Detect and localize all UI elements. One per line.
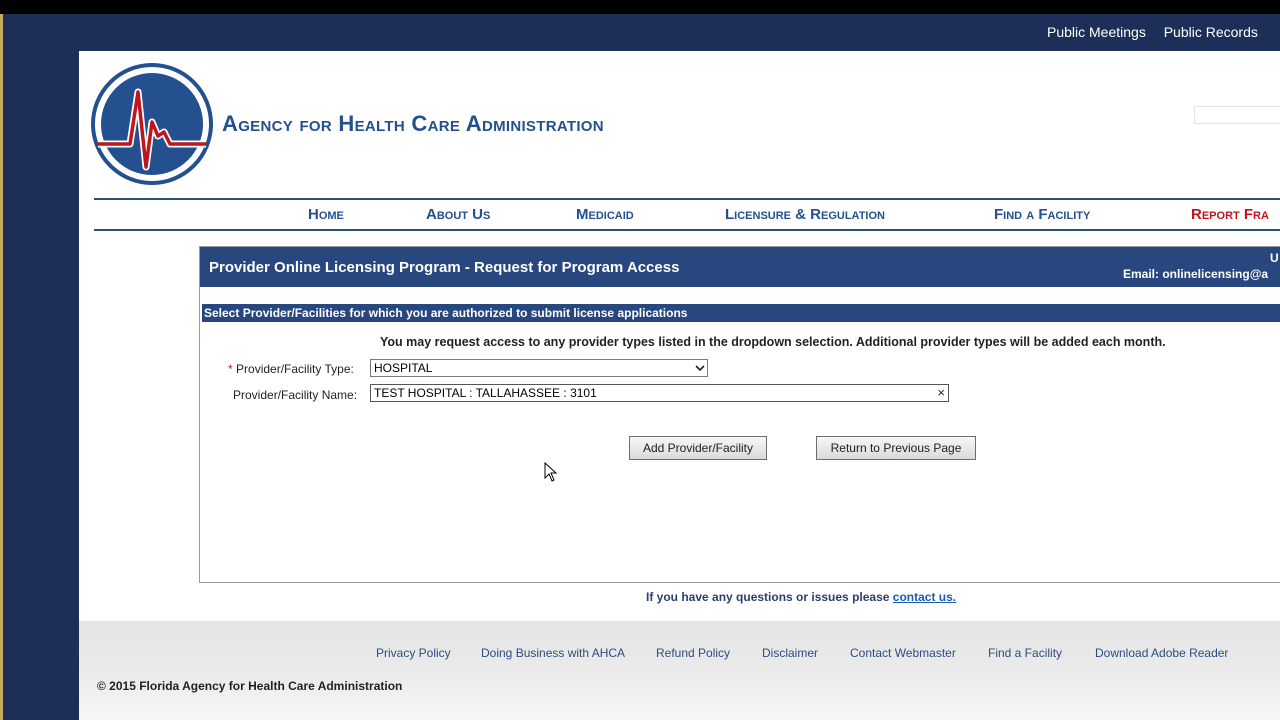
footer-link-refund-policy[interactable]: Refund Policy: [656, 646, 731, 660]
nav-divider-top: [94, 198, 1280, 200]
footer-link-find-facility[interactable]: Find a Facility: [988, 646, 1063, 660]
header-user-info: U: [1270, 251, 1279, 265]
panel-title: Provider Online Licensing Program - Request for Program Access: [209, 259, 680, 276]
provider-type-label: [228, 362, 354, 376]
mouse-cursor-icon: [544, 462, 558, 484]
top-link-public-meetings[interactable]: Public Meetings: [1047, 24, 1146, 40]
top-link-public-records[interactable]: Public Records: [1163, 24, 1258, 40]
nav-medicaid[interactable]: Medicaid: [576, 206, 634, 223]
add-provider-button[interactable]: Add Provider/Facility: [629, 436, 767, 460]
nav-divider-bottom: [94, 229, 1280, 231]
footer-link-doing-business[interactable]: Doing Business with AHCA: [481, 646, 626, 660]
screen-top-bar: [0, 0, 1280, 14]
footer-link-privacy-policy[interactable]: Privacy Policy: [376, 646, 451, 660]
provider-type-select[interactable]: [370, 359, 708, 377]
panel-subheader: Select Provider/Facilities for which you are authorized to submit license applications: [202, 304, 1280, 322]
contact-text: If you have any questions or issues please: [646, 590, 890, 604]
site-search-input[interactable]: [1194, 106, 1280, 124]
footer-link-disclaimer[interactable]: Disclaimer: [762, 646, 819, 660]
provider-name-label: Provider/Facility Name:: [233, 388, 358, 402]
contact-line: [646, 590, 956, 604]
footer-link-contact-webmaster[interactable]: Contact Webmaster: [850, 646, 956, 660]
provider-name-field[interactable]: [370, 384, 949, 402]
nav-report-fraud[interactable]: Report Fra: [1191, 206, 1269, 223]
provider-name-value: TEST HOSPITAL : TALLAHASSEE : 3101: [374, 386, 597, 400]
panel-header: [200, 247, 1280, 287]
nav-find-a-facility[interactable]: Find a Facility: [994, 206, 1091, 223]
return-previous-button[interactable]: Return to Previous Page: [816, 436, 976, 460]
header-contact-email: Email: onlinelicensing@a: [1123, 267, 1269, 281]
info-message: You may request access to any provider types listed in the dropdown selection. Additional provider types will be added each month.: [380, 335, 1166, 349]
window-edge: [0, 14, 3, 720]
nav-home[interactable]: Home: [308, 206, 344, 223]
agency-title: Agency for Health Care Administration: [222, 111, 604, 136]
required-marker: *: [228, 362, 233, 376]
site-footer: [79, 621, 1280, 720]
copyright: © 2015 Florida Agency for Health Care Administration: [97, 679, 403, 693]
nav-about-us[interactable]: About Us: [426, 206, 491, 223]
clear-icon[interactable]: ×: [937, 385, 945, 400]
provider-type-label-text: Provider/Facility Type:: [236, 362, 354, 376]
main-nav: [79, 206, 1280, 228]
nav-licensure-regulation[interactable]: Licensure & Regulation: [725, 206, 885, 223]
request-access-panel: [199, 246, 1280, 583]
chevron-down-icon: [695, 363, 705, 373]
ahca-logo[interactable]: [90, 62, 214, 190]
footer-link-adobe-reader[interactable]: Download Adobe Reader: [1095, 646, 1229, 660]
page-content: [79, 51, 1280, 720]
top-utility-links: [1047, 24, 1272, 40]
contact-us-link[interactable]: contact us.: [892, 590, 957, 604]
provider-type-value: HOSPITAL: [374, 361, 433, 375]
